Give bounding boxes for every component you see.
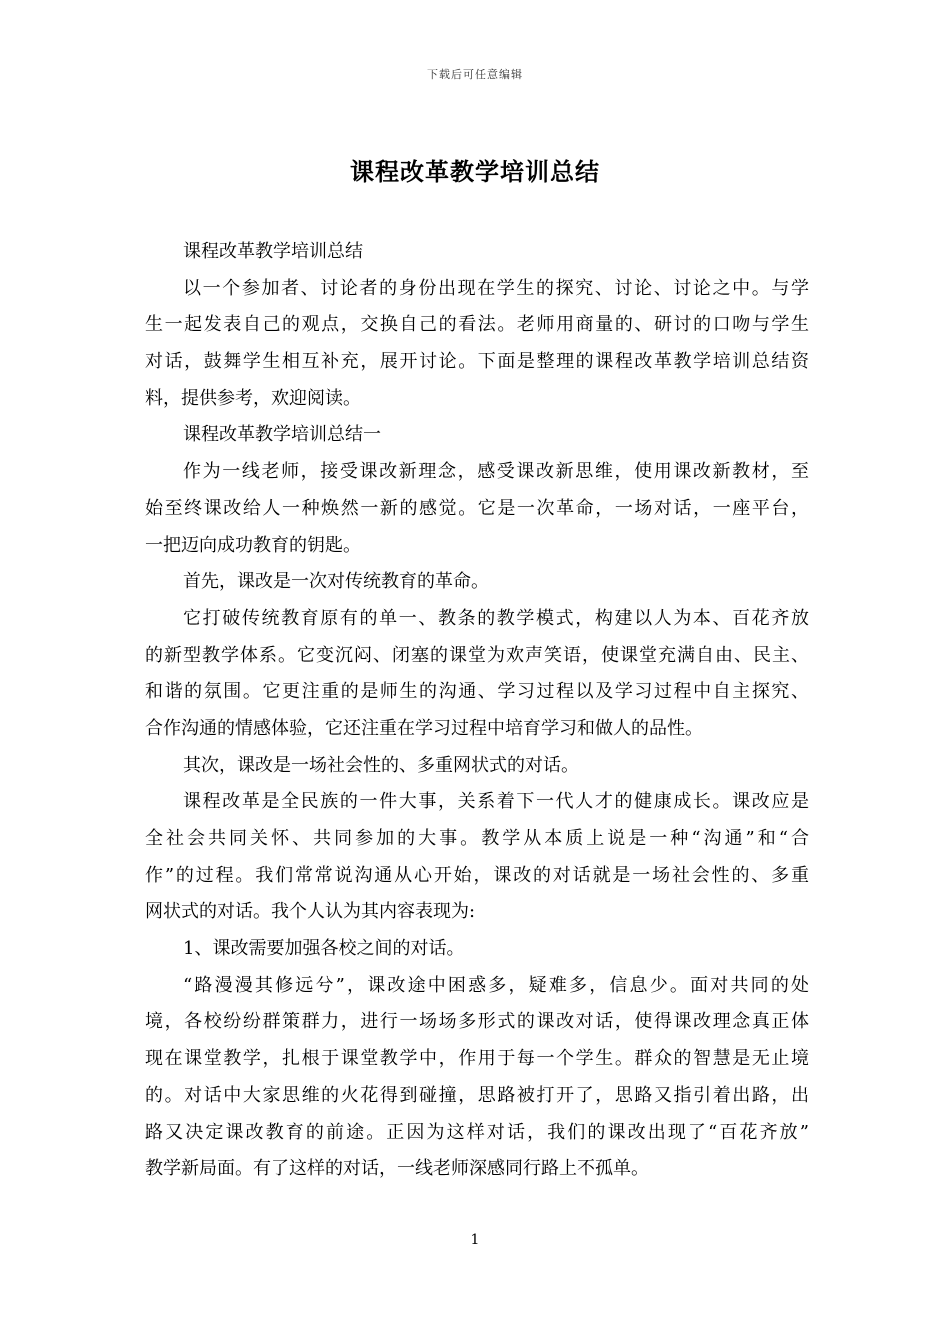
page-header-note: 下载后可任意编辑: [427, 68, 523, 81]
page-number: 1: [470, 1232, 480, 1248]
body-line: 1、课改需要加强各校之间的对话。: [183, 938, 465, 960]
body-line: “路漫漫其修远兮”，课改途中困惑多，疑难多，信息少。面对共同的处: [183, 974, 809, 996]
body-line: 的新型教学体系。它变沉闷、闭塞的课堂为欢声笑语，使课堂充满自由、民主、: [145, 644, 809, 666]
body-line: 合作沟通的情感体验，它还注重在学习过程中培育学习和做人的品性。: [145, 717, 703, 739]
body-line: 它打破传统教育原有的单一、教条的教学模式，构建以人为本、百花齐放: [183, 607, 809, 629]
body-line: 一把迈向成功教育的钥匙。: [145, 534, 361, 556]
document-body: [145, 234, 809, 1188]
body-line: 作”的过程。我们常常说沟通从心开始，课改的对话就是一场社会性的、多重: [145, 864, 809, 886]
body-line: 对话，鼓舞学生相互补充，展开讨论。下面是整理的课程改革教学培训总结资: [145, 351, 809, 373]
section-heading: 课程改革教学培训总结一: [183, 424, 381, 446]
body-line: 的。对话中大家思维的火花得到碰撞，思路被打开了，思路又指引着出路，出: [145, 1084, 809, 1106]
body-line: 料，提供参考，欢迎阅读。: [145, 387, 361, 409]
body-line: 生一起发表自己的观点，交换自己的看法。老师用商量的、研讨的口吻与学生: [145, 314, 809, 336]
section-heading: 课程改革教学培训总结: [183, 241, 363, 262]
body-line: 网状式的对话。我个人认为其内容表现为:: [145, 901, 476, 923]
body-line: 始至终课改给人一种焕然一新的感觉。它是一次革命，一场对话，一座平台，: [145, 497, 809, 519]
body-line: 路又决定课改教育的前途。正因为这样对话，我们的课改出现了“百花齐放”: [145, 1121, 809, 1143]
body-line: 课程改革是全民族的一件大事，关系着下一代人才的健康成长。课改应是: [183, 791, 809, 813]
body-line: 教学新局面。有了这样的对话，一线老师深感同行路上不孤单。: [145, 1158, 649, 1180]
body-line: 作为一线老师，接受课改新理念，感受课改新思维，使用课改新教材，至: [183, 461, 809, 483]
body-line: 境，各校纷纷群策群力，进行一场场多形式的课改对话，使得课改理念真正体: [145, 1011, 809, 1033]
document-title: 课程改革教学培训总结: [350, 157, 600, 186]
body-line: 和谐的氛围。它更注重的是师生的沟通、学习过程以及学习过程中自主探究、: [145, 681, 809, 703]
body-line: 首先，课改是一次对传统教育的革命。: [183, 571, 489, 593]
body-line: 现在课堂教学，扎根于课堂教学中，作用于每一个学生。群众的智慧是无止境: [145, 1048, 809, 1070]
body-line: 其次，课改是一场社会性的、多重网状式的对话。: [183, 754, 579, 776]
body-line: 全社会共同关怀、共同参加的大事。教学从本质上说是一种“沟通”和“合: [145, 828, 809, 849]
body-line: 以一个参加者、讨论者的身份出现在学生的探究、讨论、讨论之中。与学: [183, 277, 809, 299]
